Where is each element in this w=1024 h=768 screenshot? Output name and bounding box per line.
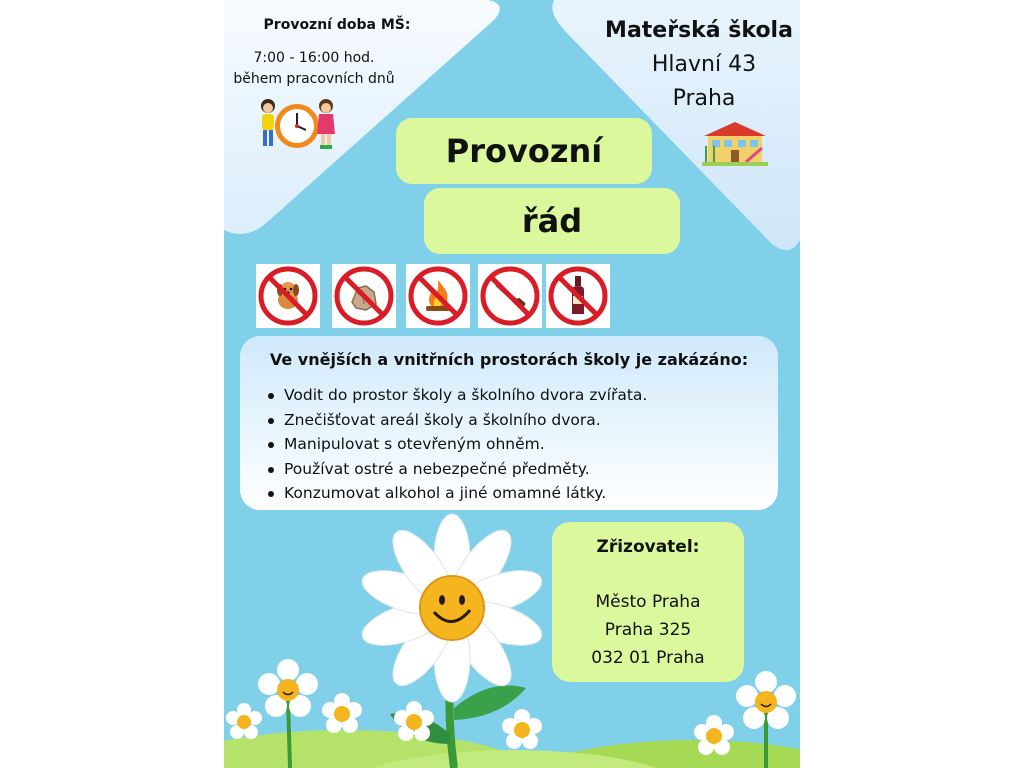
founder-title: Zřizovatel: [596,537,700,557]
dog-icon [256,264,320,328]
hours-time: 7:00 - 16:00 hod. [253,50,375,66]
hours-days: během pracovních dnů [233,71,395,87]
knife-icon [478,264,542,328]
school-city: Praha [672,86,736,111]
no-dogs-sign [256,264,320,328]
title-line-1: Provozní [396,118,652,184]
school-building-icon [702,120,768,166]
no-litter-sign [332,264,396,328]
fire-icon [406,264,470,328]
rules-list [268,383,768,506]
wine-bottle-icon [546,264,610,328]
rule-item: Používat ostré a nebezpečné předměty. [268,457,768,482]
no-fire-sign [406,264,470,328]
rule-item: Konzumovat alkohol a jiné omamné látky. [268,481,768,506]
founder-city: 032 01 Praha [591,648,705,668]
rule-item: Znečišťovat areál školy a školního dvora. [268,408,768,433]
no-knives-sign [478,264,542,328]
title-line-2: řád [424,188,680,254]
poster [224,0,800,768]
school-name: Mateřská škola [605,18,793,43]
clock-kids-icon [258,96,336,156]
rule-item: Manipulovat s otevřeným ohněm. [268,432,768,457]
hours-title: Provozní doba MŠ: [263,17,411,33]
founder-street: Praha 325 [604,620,692,640]
rule-item: Vodit do prostor školy a školního dvora zvířata. [268,383,768,408]
litter-icon [332,264,396,328]
school-street: Hlavní 43 [651,52,757,77]
founder-name: Město Praha [595,592,701,612]
no-alcohol-sign [546,264,610,328]
rules-heading: Ve vnějších a vnitřních prostorách školy je zakázáno: [269,350,749,369]
